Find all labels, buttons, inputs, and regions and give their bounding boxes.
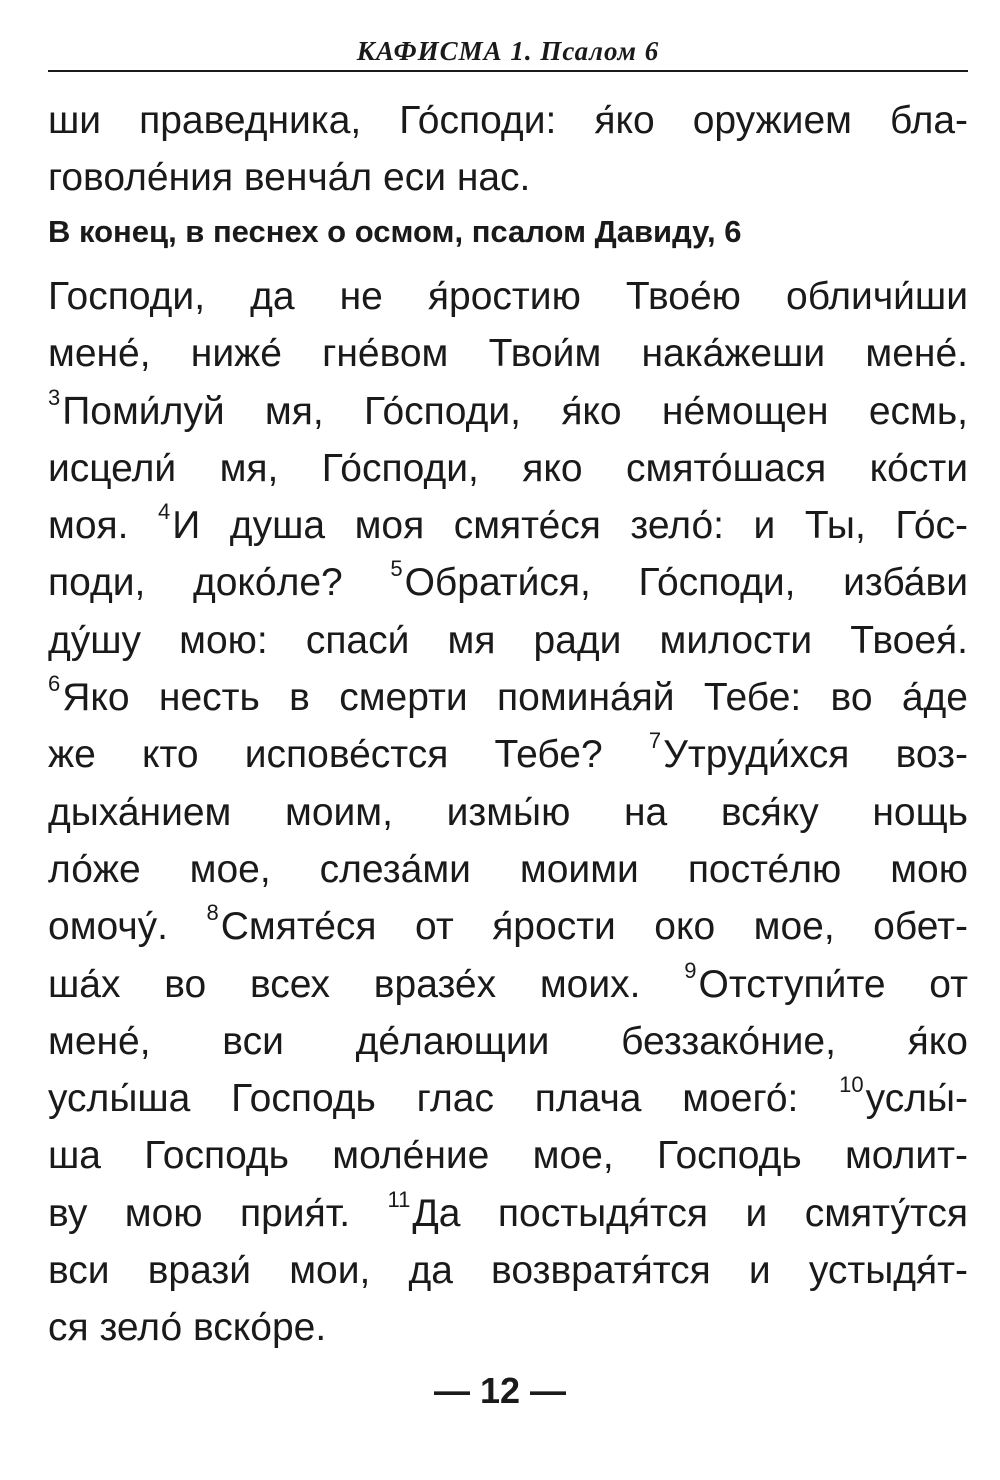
text-line: ши праведника, Го́споди: я́ко оружием бла- bbox=[48, 99, 968, 142]
text-line: ся зело́ вско́ре. bbox=[48, 1306, 327, 1350]
text-line: поди, доко́ле? $^5$Обрати́ся, Го́споди, изба́ви bbox=[48, 556, 968, 605]
text-line: $^6$Яко несть в смерти помина́яй Тебе: во а́де bbox=[48, 671, 968, 720]
text-line: Господи, да не я́ростию Твое́ю обличи́ши bbox=[48, 275, 968, 318]
text-line: омочу́. $^8$Смяте́ся от я́рости око мое, обет- bbox=[48, 900, 968, 949]
verse-number: 11 bbox=[387, 1186, 411, 1212]
verse-number: 3 bbox=[48, 384, 61, 410]
text-line: говоле́ния венча́л еси нас. bbox=[48, 156, 531, 200]
text-line: мене́, вси де́лающии беззако́ние, я́ко bbox=[48, 1019, 968, 1063]
running-header: КАФИСМА 1. Псалом 6 bbox=[356, 36, 660, 66]
text-line: ша́х во всех вразе́х моих. $^9$Отступи́те от bbox=[48, 957, 969, 1006]
verse-number: 4 bbox=[158, 499, 171, 525]
verse-number: 6 bbox=[48, 671, 61, 697]
verse-number: 5 bbox=[390, 556, 403, 582]
header-rule bbox=[48, 70, 968, 72]
text-line: моя. $^4$И душа моя смяте́ся зело́: и Ты, Го́с- bbox=[48, 499, 969, 548]
verse-number: 7 bbox=[648, 728, 662, 754]
text-line: $^3$Поми́луй мя, Го́споди, я́ко не́мощен есмь, bbox=[48, 384, 968, 433]
text-line: ша Господь моле́ние мое, Господь молит- bbox=[48, 1134, 968, 1178]
psalm-title: В конец, в песнех о осмом, псалом Давиду, 6 bbox=[48, 214, 742, 249]
page-number: — 12 — bbox=[433, 1370, 567, 1411]
text-line: вси врази́ мои, да возвратя́тся и устыдя́т- bbox=[48, 1249, 968, 1293]
verse-number: 10 bbox=[839, 1072, 864, 1098]
previous-psalm-ending bbox=[48, 92, 968, 207]
text-line: мене́, ниже́ гне́вом Твои́м нака́жеши мене́. bbox=[48, 332, 968, 376]
text-line: ву мою прия́т. $^{11}$Да постыдя́тся и смяту́тся bbox=[48, 1186, 968, 1235]
text-line: ду́шу мою: спаси́ мя ради милости Твоея́. bbox=[48, 618, 968, 662]
text-line: ло́же мое, слеза́ми моими посте́лю мою bbox=[48, 847, 968, 891]
verse-number: 9 bbox=[684, 957, 697, 983]
text-line: услы́ша Господь глас плача моего́: $^{10}$услы́- bbox=[48, 1072, 968, 1121]
psalm-text bbox=[48, 268, 968, 1357]
text-line: же кто испове́стся Тебе? $^7$Утруди́хся воз- bbox=[48, 728, 968, 777]
verse-number: 8 bbox=[206, 900, 219, 926]
text-line: исцели́ мя, Го́споди, яко смято́шася ко́сти bbox=[48, 446, 968, 490]
text-line: дыха́нием моим, измы́ю на вся́ку нощь bbox=[48, 790, 968, 834]
